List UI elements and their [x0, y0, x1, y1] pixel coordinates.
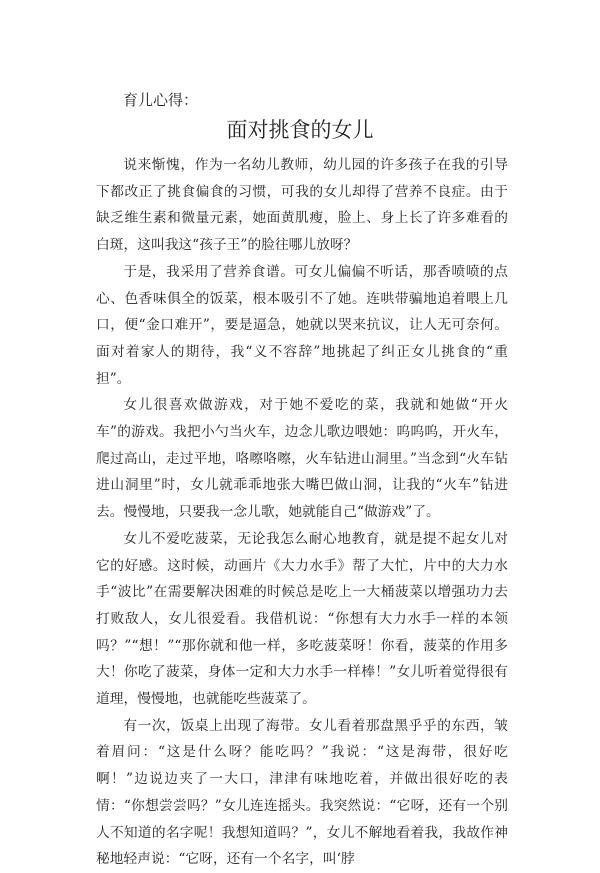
paragraph-3: 女儿很喜欢做游戏，对于她不爱吃的菜，我就和她做“开火车”的游戏。我把小勺当火车，边念儿歌边喂她：呜呜呜，开火车，爬过高山，走过平地，咯嚓咯嚓，火车钻进山洞里。”当念到“火车钻进山洞里”时，女儿就乖乖地张大嘴巴做山洞，让我的“火车”钻进去。慢慢地，只要我一念儿歌，她就能自己“做游戏”了。	[96, 397, 508, 521]
section-label: 育儿心得：	[123, 91, 199, 109]
paragraph-1: 说来惭愧，作为一名幼儿教师，幼儿园的许多孩子在我的引导下都改正了挑食偏食的习惯，可我的女儿却得了营养不良症。由于缺乏维生素和微量元素，她面黄肌瘦，脸上、身上长了许多难看的白斑，这叫我这“孩子王”的脸往哪儿放呀？	[96, 157, 508, 254]
paragraph-2: 于是，我采用了营养食谱。可女儿偏偏不听话，那香喷喷的点心、色香味俱全的饭菜，根本吸引不了她。连哄带骗地追着喂上几口，便“金口难开”，要是逼急，她就以哭来抗议，让人无可奈何。面对着家人的期待，我“义不容辞”地挑起了纠正女儿挑食的“重担”。	[96, 263, 508, 387]
paragraph-4: 女儿不爱吃菠菜，无论我怎么耐心地教育，就是提不起女儿对它的好感。这时候，动画片《大力水手》帮了大忙，片中的大力水手“波比”在需要解决困难的时候总是吃上一大桶菠菜以增强功力去打败敌人，女儿很爱看。我借机说：“你想有大力水手一样的本领吗？”“想！”“那你就和他一样，多吃菠菜呀！你看，菠菜的作用多大！你吃了菠菜，身体一定和大力水手一样棒！”女儿听着觉得很有道理，慢慢地，也就能吃些菠菜了。	[96, 530, 508, 708]
document-title: 面对挑食的女儿	[226, 118, 374, 142]
paragraph-5: 有一次，饭桌上出现了海带。女儿看着那盘黑乎乎的东西，皱着眉问：“这是什么呀？能吃吗？”我说：“这是海带，很好吃啊！”边说边夹了一大口，津津有味地吃着，并做出很好吃的表情：“你想尝尝吗？”女儿连连摇头。我突然说：“它呀，还有一个别人不知道的名字呢！我想知道吗？”，女儿不解地看着我，我故作神秘地轻声说：“它呀，还有一个名字，叫‘脖	[96, 717, 508, 868]
article-body	[96, 152, 508, 873]
